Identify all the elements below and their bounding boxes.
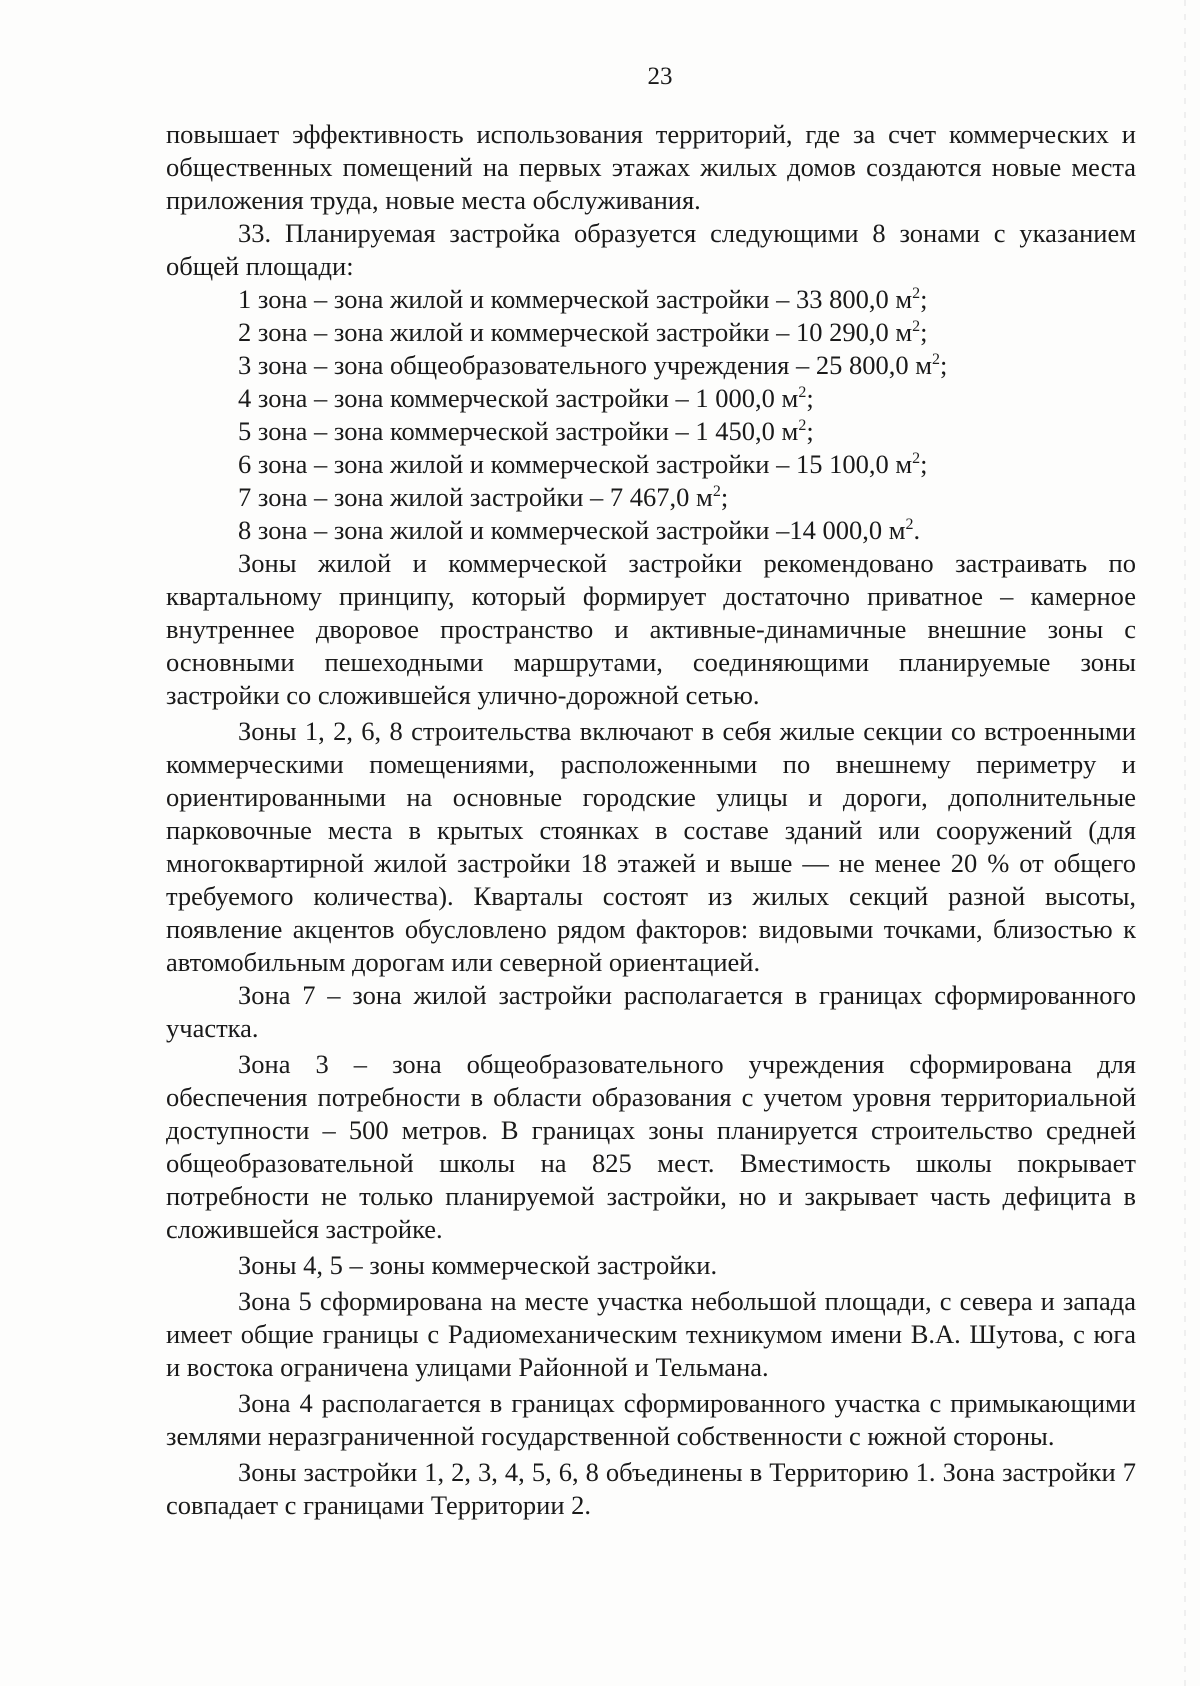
paragraph-zones-1-2-6-8: Зоны 1, 2, 6, 8 строительства включают в себя жилые секции со встроенными коммерческими помещениями, расположенными по внешнему периметру и ориентированными на основные городские улицы и дороги, дополнительные парковочные места в крытых стоянках в составе зданий или сооружений (для многоквартирной жилой застройки 18 этажей и выше — не менее 20 % от общего требуемого количества). Кварталы состоят из жилых секций разной высоты, появление акцентов обусловлено рядом факторов: видовыми точками, близостью к автомобильным дорогам или северной ориентацией. — [166, 716, 1136, 977]
zone-6-text: 6 зона – зона жилой и коммерческой застройки – 15 100,0 м — [238, 449, 913, 479]
zone-1-end: ; — [920, 284, 928, 314]
scan-edge-mark — [1184, 0, 1186, 1686]
paragraph-continuation: повышает эффективность использования территорий, где за счет коммерческих и общественных помещений на первых этажах жилых домов создаются новые места приложения труда, новые места обслуживания. — [166, 119, 1136, 215]
zone-6-end: ; — [920, 449, 928, 479]
paragraph-zone-3: Зона 3 – зона общеобразовательного учреждения сформирована для обеспечения потребности в области образования с учетом уровня территориальной доступности – 500 метров. В границах зоны планируется строительство средней общеобразовательной школы на 825 мест. Вместимость школы покрывает потребности не только планируемой застройки, но и закрывает часть дефицита в сложившейся застройке. — [166, 1049, 1136, 1244]
zone-3-text: 3 зона – зона общеобразовательного учреждения – 25 800,0 м — [238, 350, 932, 380]
list-item — [166, 415, 1136, 448]
paragraph-zone-4: Зона 4 располагается в границах сформированного участка с примыкающими землями неразграниченной государственной собственности с южной стороны. — [166, 1388, 1136, 1451]
zone-2-text: 2 зона – зона жилой и коммерческой застройки – 10 290,0 м — [238, 317, 913, 347]
list-item — [166, 382, 1136, 415]
zone-2-unit-sup: 2 — [912, 318, 921, 336]
zone-8-end: . — [913, 515, 921, 545]
zone-7-unit-sup: 2 — [712, 483, 721, 501]
list-item — [166, 481, 1136, 514]
zones-list — [166, 283, 1136, 547]
zone-4-unit-sup: 2 — [798, 384, 807, 402]
zone-1-unit-sup: 2 — [912, 285, 921, 303]
paragraph-quarter-principle: Зоны жилой и коммерческой застройки рекомендовано застраивать по квартальному принципу, который формирует достаточно приватное – камерное внутреннее дворовое пространство и активные-динамичные внешние зоны с основными пешеходными маршрутами, соединяющими планируемые зоны застройки со сложившейся улично-дорожной сетью. — [166, 548, 1136, 710]
list-item — [166, 283, 1136, 316]
zone-4-end: ; — [806, 383, 814, 413]
list-item — [166, 349, 1136, 382]
zone-6-unit-sup: 2 — [912, 450, 921, 468]
zone-7-text: 7 зона – зона жилой застройки – 7 467,0 м — [238, 482, 713, 512]
document-body — [166, 118, 1136, 1522]
zone-5-text: 5 зона – зона коммерческой застройки – 1 450,0 м — [238, 416, 799, 446]
zone-8-unit-sup: 2 — [905, 516, 914, 534]
zone-7-end: ; — [720, 482, 729, 512]
zone-3-end: ; — [939, 350, 948, 380]
paragraph-zones-4-5: Зоны 4, 5 – зоны коммерческой застройки. — [238, 1250, 718, 1280]
paragraph-item-33: 33. Планируемая застройка образуется следующими 8 зонами с указанием общей площади: — [166, 218, 1136, 281]
list-item — [166, 316, 1136, 349]
zone-8-text: 8 зона – зона жилой и коммерческой застройки –14 000,0 м — [238, 515, 906, 545]
list-item — [166, 448, 1136, 481]
zone-4-text: 4 зона – зона коммерческой застройки – 1 000,0 м — [238, 383, 799, 413]
zone-2-end: ; — [920, 317, 928, 347]
page-number: 23 — [647, 63, 673, 90]
paragraph-zone-5: Зона 5 сформирована на месте участка небольшой площади, с севера и запада имеет общие границы с Радиомеханическим техникумом имени В.А. Шутова, с юга и востока ограничена улицами Районной и Тельмана. — [166, 1286, 1136, 1382]
zone-3-unit-sup: 2 — [931, 351, 940, 369]
zone-5-unit-sup: 2 — [798, 417, 807, 435]
list-item — [166, 514, 1136, 547]
paragraph-territories: Зоны застройки 1, 2, 3, 4, 5, 6, 8 объединены в Территорию 1. Зона застройки 7 совпадает с границами Территории 2. — [166, 1457, 1136, 1520]
zone-5-end: ; — [806, 416, 814, 446]
paragraph-zone-7: Зона 7 – зона жилой застройки располагается в границах сформированного участка. — [166, 980, 1136, 1043]
zone-1-text: 1 зона – зона жилой и коммерческой застройки – 33 800,0 м — [238, 284, 913, 314]
